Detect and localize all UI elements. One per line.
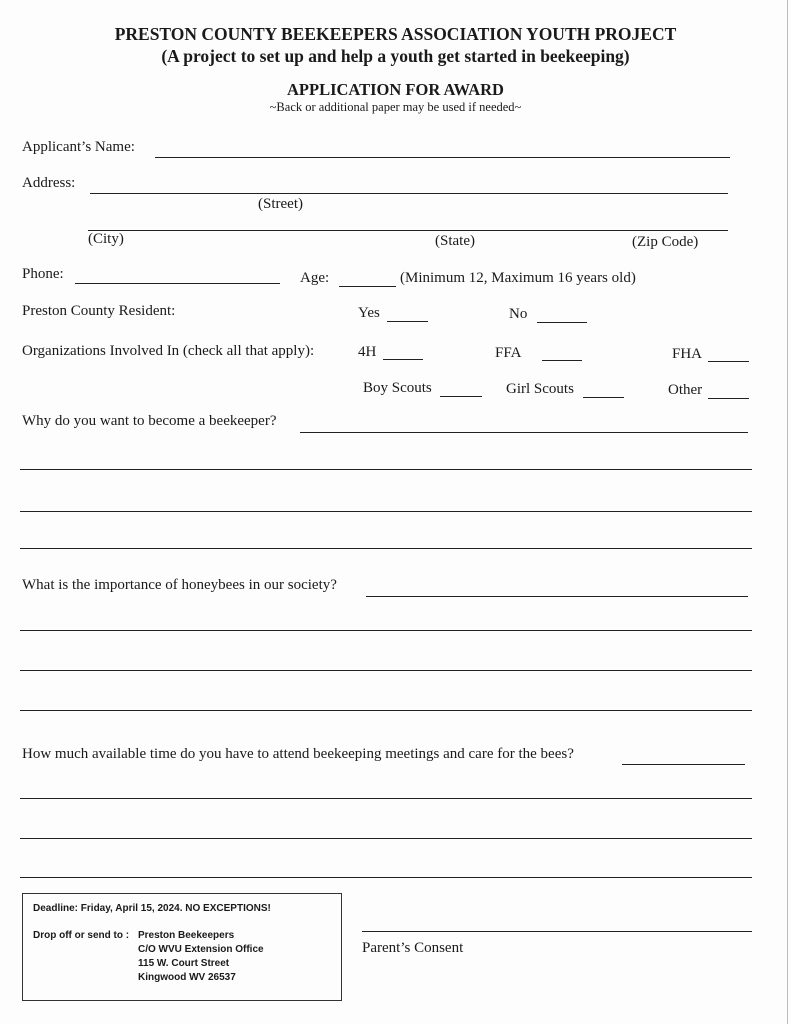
resident-label: Preston County Resident: [22,303,176,319]
question-3-line-3[interactable] [20,821,752,839]
city-label: (City) [88,231,124,247]
name-field[interactable] [155,142,730,158]
question-2-line-2[interactable] [20,613,752,631]
question-2-line-3[interactable] [20,653,752,671]
question-3-line-4[interactable] [20,860,752,878]
zip-label: (Zip Code) [632,234,699,250]
org-other-label: Other [668,382,703,398]
resident-no-field[interactable] [537,308,587,323]
org-4h-field[interactable] [383,345,423,360]
street-label: (Street) [258,196,303,212]
question-1-field[interactable] [300,417,748,433]
address-label: Address: [22,175,76,191]
deadline-text: Deadline: Friday, April 15, 2024. NO EXCEPTIONS! [33,903,271,914]
org-fha-field[interactable] [708,347,749,362]
question-1-label: Why do you want to become a beekeeper? [22,413,277,429]
drop-off-address-line: Preston Beekeepers [138,930,235,941]
question-1-line-4[interactable] [20,531,752,549]
org-girl-scouts-label: Girl Scouts [506,381,574,397]
form-note: ~Back or additional paper may be used if needed~ [269,100,522,114]
state-label: (State) [435,233,475,249]
org-4h-label: 4H [358,344,377,360]
name-label: Applicant’s Name: [22,139,135,155]
phone-label: Phone: [22,266,64,282]
parent-consent-label: Parent’s Consent [362,940,464,956]
age-note: (Minimum 12, Maximum 16 years old) [400,270,636,286]
question-2-label: What is the importance of honeybees in our society? [22,577,337,593]
question-3-label: How much available time do you have to attend beekeeping meetings and care for the bees? [22,746,574,762]
organizations-label: Organizations Involved In (check all that apply): [22,343,315,359]
question-3-field[interactable] [622,749,745,765]
resident-yes-field[interactable] [387,307,428,322]
phone-field[interactable] [75,268,280,284]
age-field[interactable] [339,271,396,287]
form-title: APPLICATION FOR AWARD [287,80,504,99]
form-header-subtitle: (A project to set up and help a youth get started in beekeeping) [161,46,630,66]
org-ffa-field[interactable] [542,346,582,361]
resident-no-label: No [509,306,528,322]
question-1-line-3[interactable] [20,494,752,512]
question-2-line-4[interactable] [20,693,752,711]
org-boy-scouts-label: Boy Scouts [363,380,432,396]
question-2-field[interactable] [366,581,748,597]
age-label: Age: [300,270,330,286]
city-state-zip-field[interactable] [88,215,728,231]
org-fha-label: FHA [672,346,703,362]
org-ffa-label: FFA [495,345,522,361]
drop-off-address-line: C/O WVU Extension Office [138,944,264,955]
org-other-field[interactable] [708,384,749,399]
deadline-box [22,893,342,1001]
drop-off-address-line: 115 W. Court Street [138,958,230,969]
drop-off-label: Drop off or send to : [33,930,130,941]
question-1-line-2[interactable] [20,452,752,470]
resident-yes-label: Yes [358,305,380,321]
org-girl-scouts-field[interactable] [583,383,624,398]
question-3-line-2[interactable] [20,781,752,799]
drop-off-address-line: Kingwood WV 26537 [138,972,236,983]
street-field[interactable] [90,178,728,194]
org-boy-scouts-field[interactable] [440,382,482,397]
parent-consent-signature-field[interactable] [362,914,752,932]
scan-edge [787,0,788,1024]
form-header-title: PRESTON COUNTY BEEKEEPERS ASSOCIATION YOUTH PROJECT [114,24,677,44]
